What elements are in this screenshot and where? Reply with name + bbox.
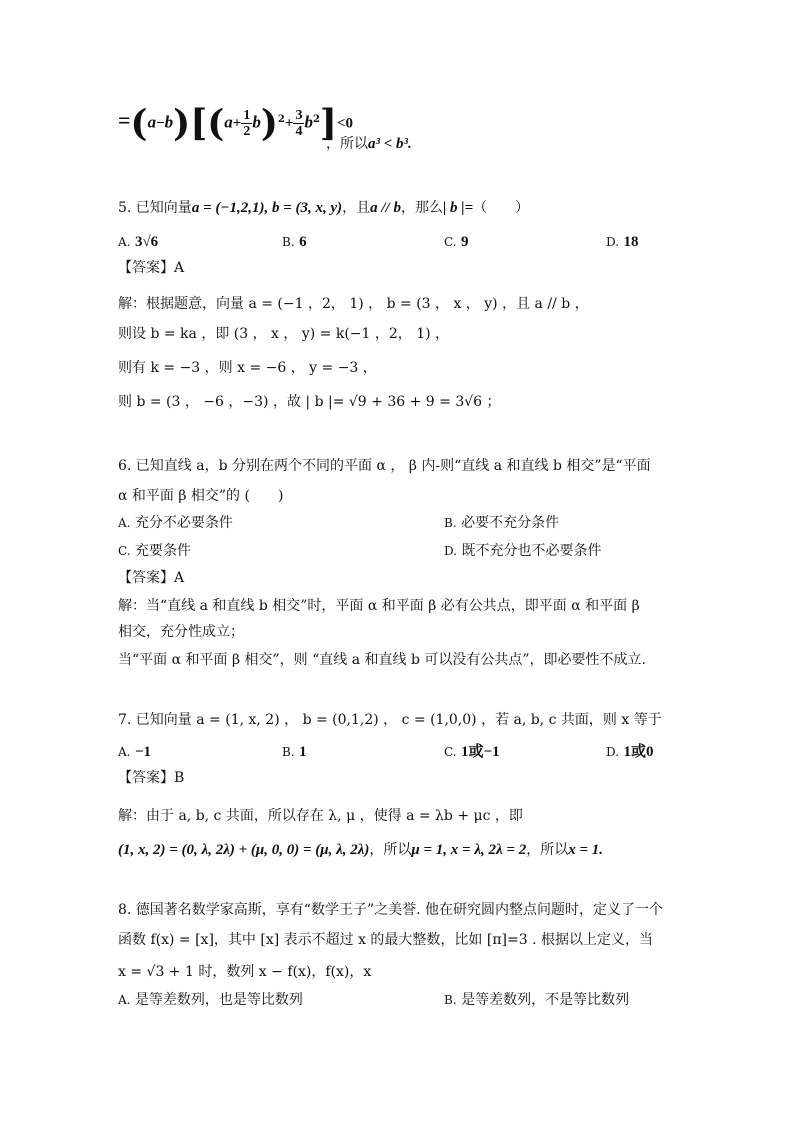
q5-option-b: B. 6 — [282, 234, 307, 250]
q6-answer: 【答案】A — [118, 570, 185, 586]
q7-sol2-e: x = 1. — [568, 842, 604, 858]
q8-stem-1: 8. 德国著名数学家高斯，享有“数学王子”之美誉. 他在研究圆内整点问题时，定义了一个 — [118, 902, 664, 918]
q8-stem-3: x = √3 + 1 时，数列 x − f(x)，f(x)，x — [118, 964, 372, 980]
q7-option-d: D. 1或0 — [606, 744, 654, 760]
q6-option-b: B. 必要不充分条件 — [444, 515, 560, 531]
q6-stem-1: 6. 已知直线 a，b 分别在两个不同的平面 α ， β 内-则“直线 a 和直线 b 相交”是“平面 — [118, 458, 651, 474]
q7-sol2-b: ，所以 — [369, 842, 412, 858]
q5-option-a: A. 3√6 — [118, 234, 159, 250]
q7-solution-2 — [118, 840, 603, 860]
q5-solution-2: 则设 b = ka ，即 (3 ， x ， y) = k(−1 ，2， 1) ， — [118, 326, 450, 342]
q7-sol2-c: μ = 1, x = λ, 2λ = 2 — [411, 842, 527, 858]
q5-solution-3: 则有 k = −3 ，则 x = −6 ， y = −3 ， — [118, 360, 377, 376]
q7-answer: 【答案】B — [118, 770, 185, 786]
q5-stem — [118, 198, 529, 218]
q6-solution-1: 解：当“直线 a 和直线 b 相交”时，平面 α 和平面 β 必有公共点，即平面 α 和平面 β — [118, 598, 640, 614]
q5-solution-4: 则 b = (3 ， −6 ，−3) ，故 | b |= √9 + 36 + 9 = 3√6 ； — [118, 394, 501, 410]
q5-stem-b: ，且 — [342, 200, 371, 216]
q5-option-d: D. 18 — [606, 234, 639, 250]
q5-solution-1: 解：根据题意，向量 a = (−1 ，2， 1) ， b = (3 ， x ， y) ，且 a // b ， — [118, 296, 589, 312]
q6-solution-3: 当“平面 α 和平面 β 相交”，则 “直线 a 和直线 b 可以没有公共点”，即必要性不成立. — [118, 652, 646, 668]
conclusion-result: a³ < b³. — [368, 136, 412, 152]
q8-stem-2: 函数 f(x) = [x]，其中 [x] 表示不超过 x 的最大整数，比如 [π]=3 . 根据以上定义，当 — [118, 932, 653, 948]
q5-stem-c: ，那么 — [400, 200, 443, 216]
q5-answer: 【答案】A — [118, 260, 185, 276]
q6-option-a: A. 充分不必要条件 — [118, 515, 233, 531]
conclusion-text: ，所以 — [326, 136, 368, 152]
q8-option-a: A. 是等差数列，也是等比数列 — [118, 992, 303, 1008]
q6-option-d: D. 既不充分也不必要条件 — [444, 543, 602, 559]
q7-option-c: C. 1或−1 — [444, 744, 500, 760]
q5-stem-paren: （ ） — [473, 200, 530, 216]
q6-stem-2: α 和平面 β 相交”的 ( ) — [118, 488, 284, 504]
q7-sol2-eq: (1, x, 2) = (0, λ, 2λ) + (μ, 0, 0) = (μ, λ, 2λ) — [118, 842, 370, 858]
q5-stem-vec: a = (−1,2,1), b = (3, x, y) — [191, 200, 343, 216]
q7-stem: 7. 已知向量 a = (1, x, 2) ， b = (0,1,2) ， c = (1,0,0) ，若 a, b, c 共面，则 x 等于 — [118, 712, 662, 728]
q7-option-b: B. 1 — [282, 744, 307, 760]
q5-option-c: C. 9 — [444, 234, 469, 250]
q5-stem-a: 5. 已知向量 — [118, 200, 192, 216]
q5-stem-cond: a // b — [370, 200, 401, 216]
top-expression: =(a−b)[(a+ $\frac{1}{2}$ b)$^2$+ $\frac{3}{4}$ $b^2]<0$ — [118, 102, 354, 145]
q5-stem-abs: | b |= — [442, 200, 474, 216]
q6-option-c: C. 充要条件 — [118, 543, 192, 559]
q7-solution-1: 解：由于 a, b, c 共面，所以存在 λ, μ ，使得 a = λb + μc ，即 — [118, 808, 523, 824]
q8-option-b: B. 是等差数列，不是等比数列 — [444, 992, 630, 1008]
top-conclusion — [326, 134, 412, 154]
q7-option-a: A. −1 — [118, 744, 151, 760]
expr-tail: <0 — [336, 115, 354, 132]
q6-solution-2: 相交，充分性成立； — [118, 624, 244, 640]
q7-sol2-d: ，所以 — [526, 842, 569, 858]
